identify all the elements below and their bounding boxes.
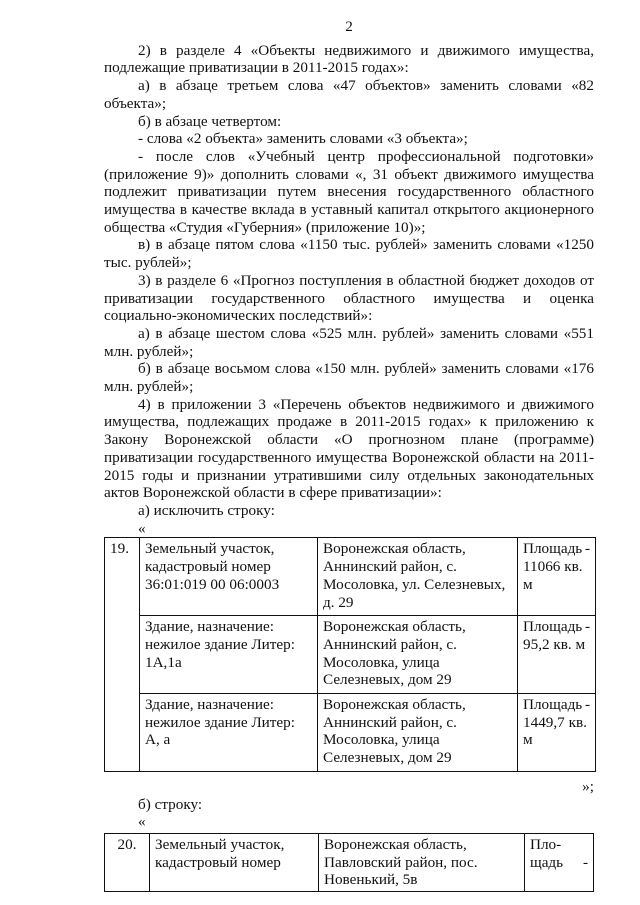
- object-cell: Земельный участок, кадастровый номер: [150, 833, 319, 891]
- paragraph-section-4: 2) в разделе 4 «Объекты недвижимого и движимого имущества, подлежащие приватизации в 2011-2015 годах»:: [104, 41, 594, 77]
- address-cell: Воронежская область, Аннинский район, с. Мосоловка, улица Селезневых, дом 29: [318, 616, 518, 694]
- area-label: Площадь: [523, 696, 583, 714]
- open-quote-2: «: [138, 813, 146, 831]
- area-label: Площадь: [523, 540, 583, 558]
- area-label-part-1: Пло-: [530, 835, 562, 853]
- area-value: 11066 кв. м: [523, 558, 583, 593]
- area-dash: -: [582, 853, 588, 871]
- paragraph-appendix-3: 4) в приложении 3 «Перечень объектов недвижимого и движимого имущества, подлежащих продаже в 2011-2015 годах» к приложению к Закону Воронежской области «О прогнозном плане (программе) приватизации государственного имущества Воронежской области на 2011-2015 годы и признании утратившими силу отдельных законодательных актов Воронежской области в сфере приватизации»:: [104, 395, 594, 502]
- object-cell: Здание, назначение: нежилое здание Литер: 1А,1а: [140, 616, 318, 694]
- paragraph-row-b: б) строку:: [138, 795, 203, 813]
- address-cell: Воронежская область, Павловский район, пос. Новенький, 5в: [319, 833, 525, 891]
- area-dash: -: [584, 618, 590, 636]
- area-value: 1449,7 кв. м: [523, 713, 587, 749]
- address-cell: Воронежская область, Аннинский район, с. Мосоловка, ул. Селезневых, д. 29: [318, 538, 518, 616]
- document-page: [104, 18, 594, 892]
- paragraph-item-a-6: а) в абзаце шестом слова «525 млн. рублей» заменить словами «551 млн. рублей»;: [104, 324, 594, 360]
- excluded-row-table: [104, 537, 596, 771]
- paragraph-section-6: 3) в разделе 6 «Прогноз поступления в областной бюджет доходов от приватизации государственного областного имущества и оценка социально-экономических последствий»:: [104, 271, 594, 325]
- row-number: 19.: [105, 538, 140, 771]
- area-cell: [518, 538, 596, 616]
- area-cell: [518, 694, 596, 772]
- row-20-table: [104, 833, 594, 892]
- paragraph-dash-1: - слова «2 объекта» заменить словами «3 объекта»;: [138, 130, 468, 148]
- area-cell: [518, 616, 596, 694]
- area-cell: [525, 833, 594, 891]
- area-value: 95,2 кв. м: [523, 635, 586, 653]
- paragraph-item-a: а) в абзаце третьем слова «47 объектов» заменить словами «82 объекта»;: [104, 77, 594, 112]
- paragraph-item-v: в) в абзаце пятом слова «1150 тыс. рублей» заменить словами «1250 тыс. рублей»;: [104, 236, 594, 272]
- area-dash: -: [584, 696, 590, 714]
- open-quote-1: «: [138, 519, 146, 537]
- row-number: 20.: [105, 833, 150, 891]
- paragraph-item-b-8: б) в абзаце восьмом слова «150 млн. рублей» заменить словами «176 млн. рублей»;: [104, 360, 594, 396]
- area-dash: -: [584, 540, 590, 558]
- page-number: 2: [345, 18, 353, 35]
- paragraph-dash-2: - после слов «Учебный центр профессиональной подготовки» (приложение 9)» дополнить словами «, 31 объект движимого имущества подлежит приватизации путем внесения государственного областного имущества в качестве вклада в уставный капитал открытого акционерного общества «Студия «Губерния» (приложение 10)»;: [104, 147, 594, 236]
- object-cell: Здание, назначение: нежилое здание Литер: А, а: [140, 694, 318, 772]
- object-cell: Земельный участок, кадастровый номер 36:01:019 00 06:0003: [140, 538, 318, 616]
- area-label: Площадь: [523, 618, 583, 636]
- address-cell: Воронежская область, Аннинский район, с. Мосоловка, улица Селезневых, дом 29: [318, 694, 518, 772]
- paragraph-exclude-row: а) исключить строку:: [138, 501, 275, 519]
- close-quote: »;: [582, 777, 594, 795]
- paragraph-item-b: б) в абзаце четвертом:: [138, 112, 282, 130]
- area-label-part-2: щадь: [530, 853, 564, 871]
